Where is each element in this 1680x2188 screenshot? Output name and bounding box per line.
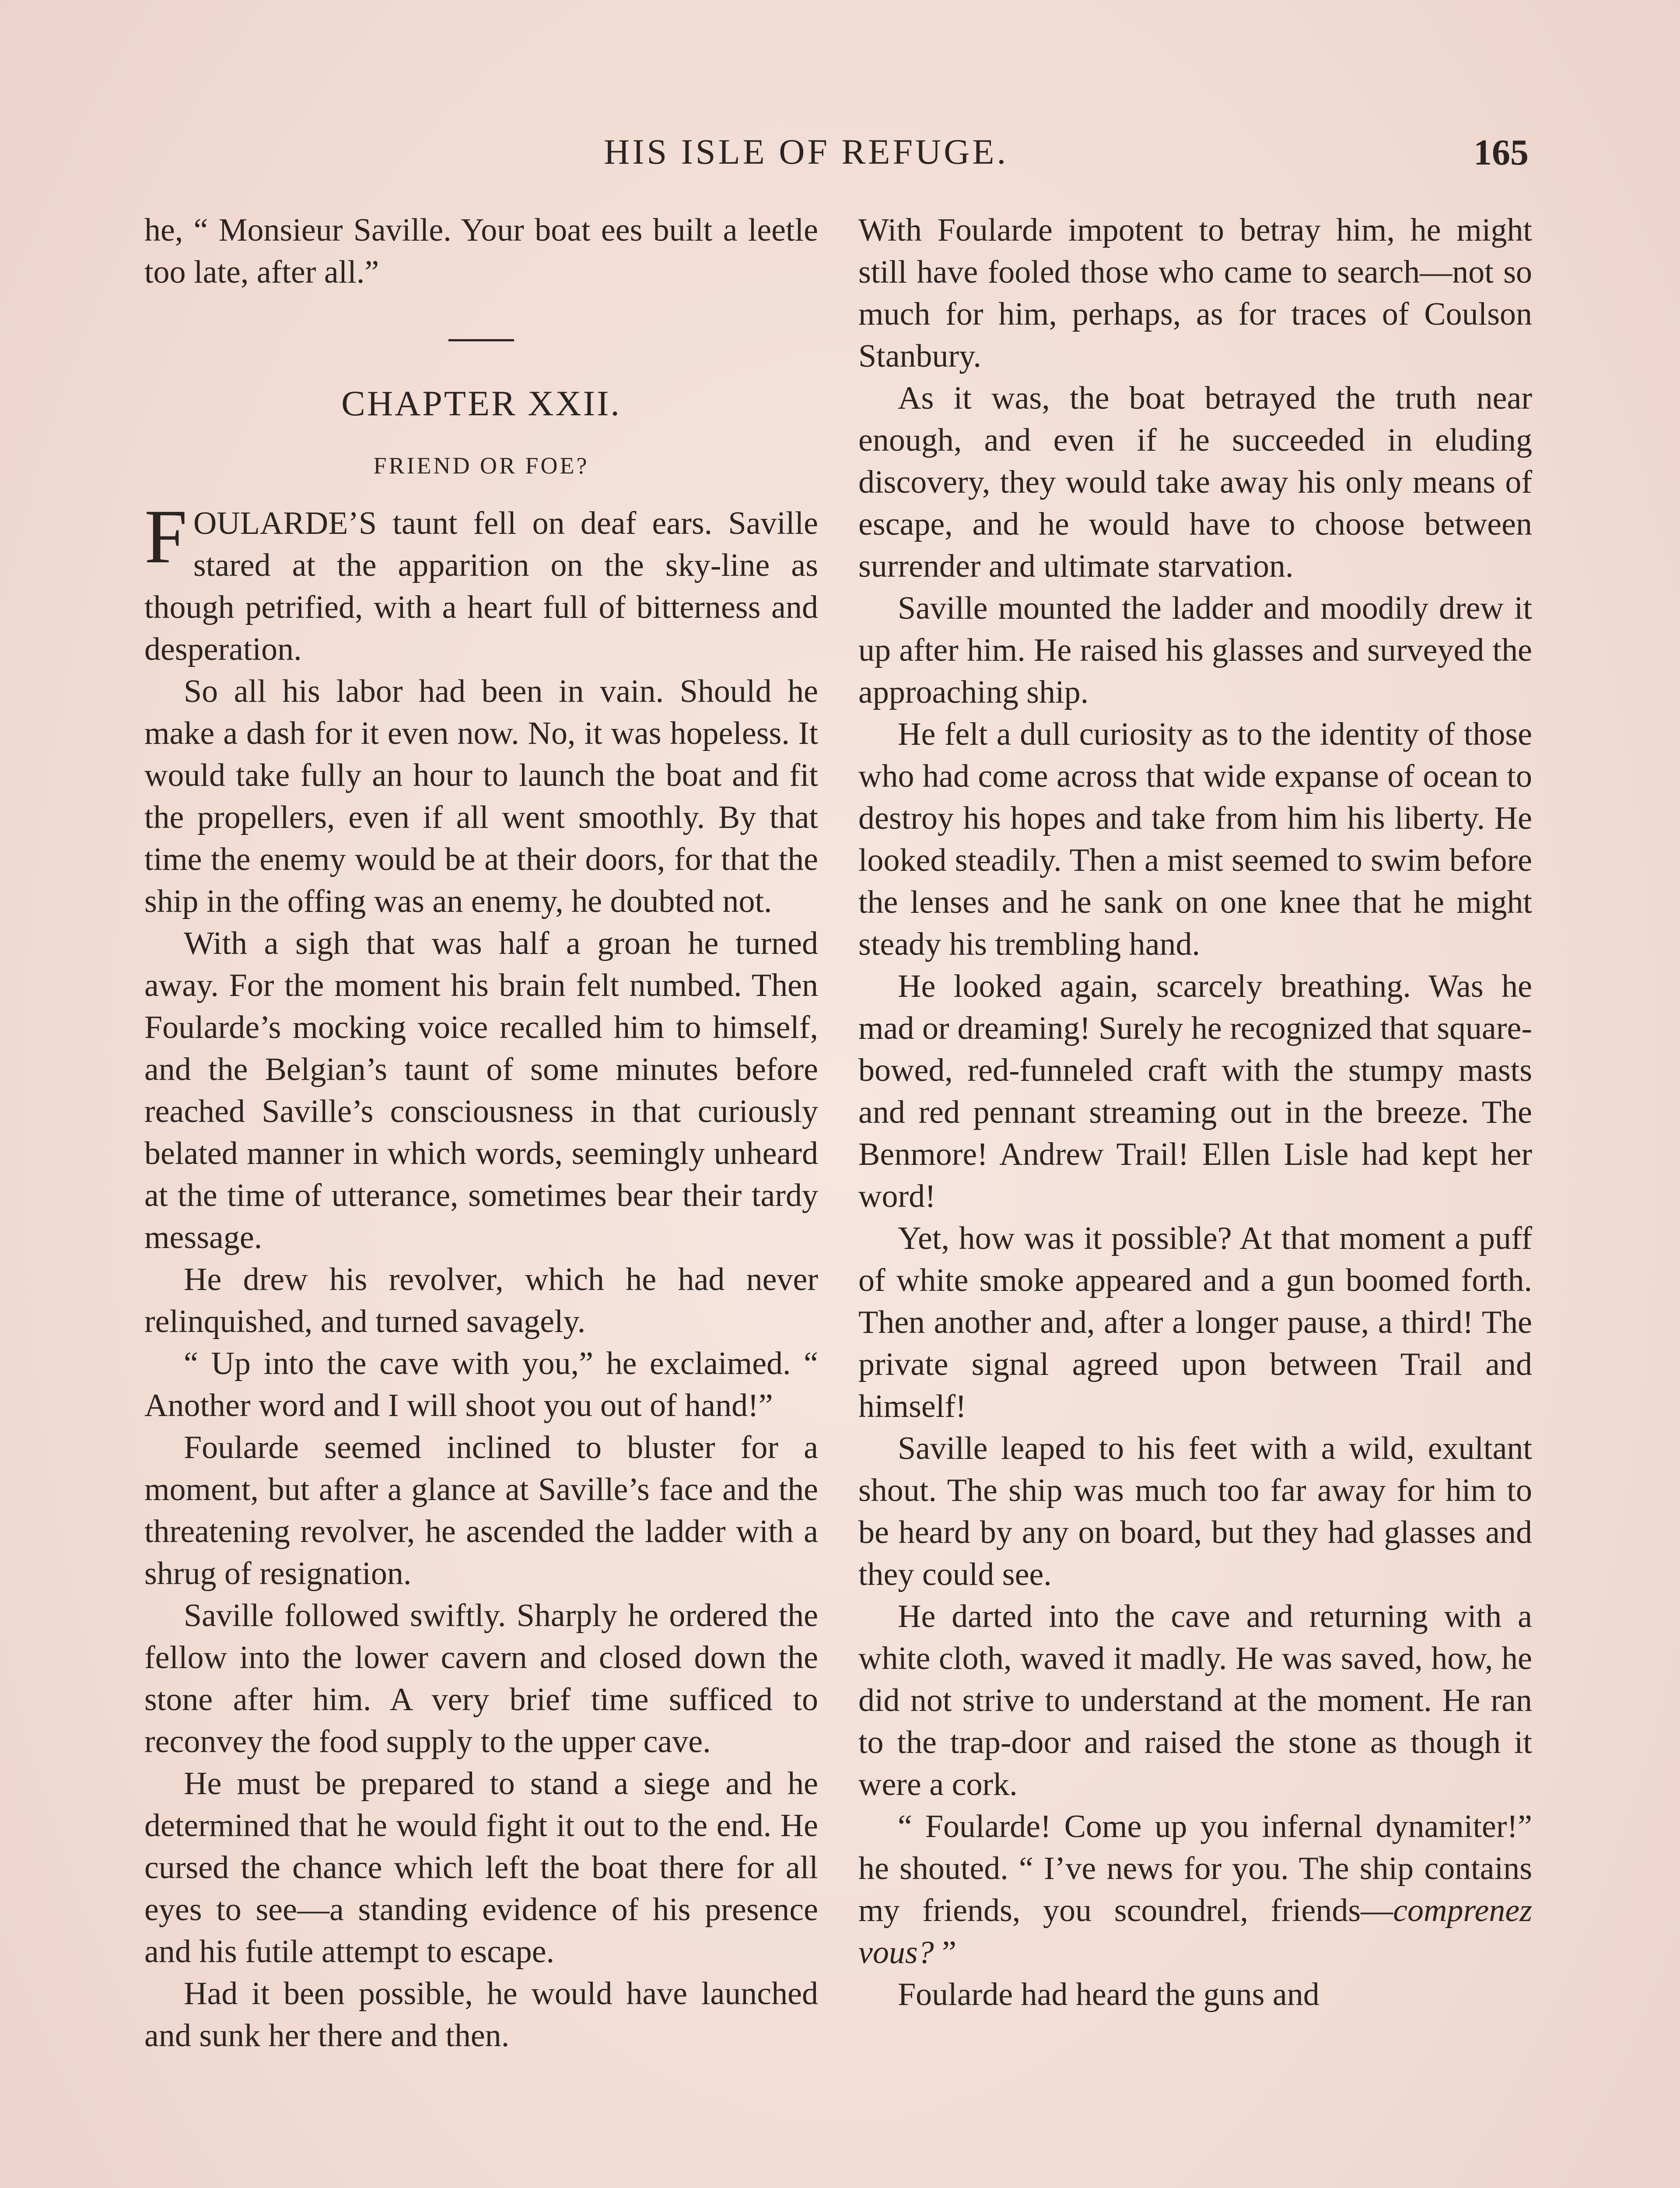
italic-phrase: comprenez vous? <box>858 1893 1532 1971</box>
paragraph: So all his labor had been in vain. Should he make a dash for it even now. No, it was hopeless. It would take fully an hour to launch the boat and fit the propellers, even if all went smoothly. By that time the enemy would be at their doors, for that the ship in the offing was an enemy, he doubted not. <box>144 673 818 919</box>
dialogue-text: “ Foularde! Come up you infernal dynamiter!” he shouted. “ I’ve news for you. The ship contains my friends, you scoundrel, friends— <box>858 1809 1532 1929</box>
paragraph <box>858 1806 1532 1974</box>
opening-paragraph <box>144 494 818 670</box>
right-column <box>858 209 1532 2016</box>
paragraph: Saville mounted the ladder and moodily drew it up after him. He raised his glasses and surveyed the approaching ship. <box>858 590 1532 710</box>
paragraph: Foularde had heard the guns and <box>898 1977 1320 2013</box>
paragraph: Yet, how was it possible? At that moment a puff of white smoke appeared and a gun boomed forth. Then another and, after a longer pause, a third! The private signal agreed upon between Trail and himself! <box>858 1220 1532 1424</box>
paragraph: He darted into the cave and returning with a white cloth, waved it madly. He was saved, how, he did not strive to understand at the moment. He ran to the trap-door and raised the stone as though it were a cork. <box>858 1599 1532 1802</box>
paragraph: He felt a dull curiosity as to the identity of those who had come across that wide expanse of ocean to destroy his hopes and take from him his liberty. He looked steadily. Then a mist seemed to swim before the lenses and he sank on one knee that he might steady his trembling hand. <box>858 716 1532 962</box>
paragraph: Saville leaped to his feet with a wild, exultant shout. The ship was much too far away for him to be heard by any on board, but they had glasses and they could see. <box>858 1431 1532 1592</box>
paragraph: He drew his revolver, which he had never relinquished, and turned savagely. <box>144 1262 818 1339</box>
paragraph: Had it been possible, he would have launched and sunk her there and then. <box>144 1976 818 2054</box>
running-title: HIS ISLE OF REFUGE. <box>604 132 1008 172</box>
opening-text: OULARDE’S taunt fell on deaf ears. Saville stared at the apparition on the sky-line as though petrified, with a heart full of bitterness and desperation. <box>144 505 818 667</box>
paragraph: Foularde seemed inclined to bluster for a moment, but after a glance at Saville’s face and the threatening revolver, he ascended the ladder with a shrug of resignation. <box>144 1430 818 1592</box>
chapter-title: CHAPTER XXII. <box>341 383 621 423</box>
paragraph: Saville followed swiftly. Sharply he ordered the fellow into the lower cavern and closed down the stone after him. A very brief time sufficed to reconvey the food supply to the upper cave. <box>144 1598 818 1760</box>
paragraph: With a sigh that was half a groan he turned away. For the moment his brain felt numbed. Then Foularde’s mocking voice recalled him to himself, and the Belgian’s taunt of some minutes before reached Saville’s consciousness in that curiously belated manner in which words, seemingly unheard at the time of utterance, sometimes bear their tardy message. <box>144 926 818 1255</box>
paragraph: he, “ Monsieur Saville. Your boat ees built a leetle too late, after all.” <box>144 212 818 290</box>
paragraph: With Foularde impotent to betray him, he might still have fooled those who came to search—not so much for him, perhaps, as for traces of Coulson Stanbury. <box>858 212 1532 374</box>
page-number: 165 <box>1474 132 1529 173</box>
closing-quote: ” <box>934 1935 957 1971</box>
left-column <box>144 209 818 2057</box>
paragraph: As it was, the boat betrayed the truth near enough, and even if he succeeded in eluding discovery, they would take away his only means of escape, and he would have to choose between surrender and ultimate starvation. <box>858 380 1532 584</box>
paragraph: He must be prepared to stand a siege and he determined that he would fight it out to the end. He cursed the chance which left the boat there for all eyes to see—a standing evidence of his presence and his futile attempt to escape. <box>144 1766 818 1970</box>
paragraph: “ Up into the cave with you,” he exclaimed. “ Another word and I will shoot you out of hand!” <box>144 1346 818 1424</box>
chapter-subtitle: FRIEND OR FOE? <box>373 452 589 479</box>
drop-cap: F <box>144 494 187 579</box>
paragraph: He looked again, scarcely breathing. Was he mad or dreaming! Surely he recognized that square-bowed, red-funneled craft with the stumpy masts and red pennant streaming out in the breeze. The Benmore! Andrew Trail! Ellen Lisle had kept her word! <box>858 968 1532 1214</box>
section-rule <box>448 339 514 341</box>
